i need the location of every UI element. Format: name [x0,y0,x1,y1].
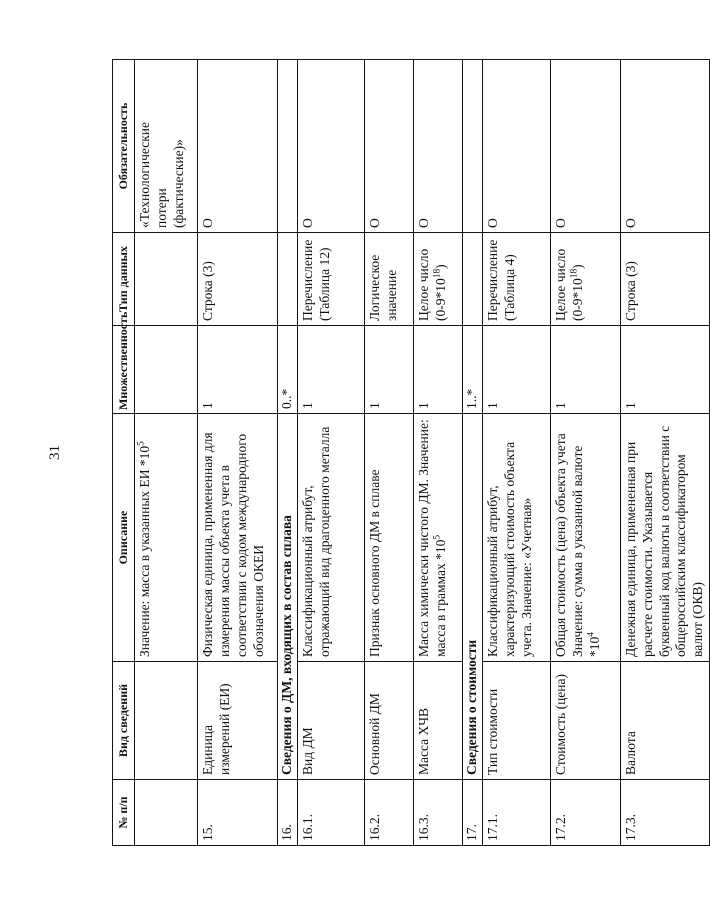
kind-of-info-cell: Масса ХЧВ [413,662,462,780]
kind-of-info-cell: Стоимость (цена) [550,662,620,780]
section-row [278,60,298,846]
superscript: 5 [136,441,147,446]
data-type-cell [135,233,198,326]
text-part: Общая стоимость (цена) объекта учета Значение: сумма в указанной валюте *10 [552,433,602,657]
requirements-table [112,59,710,846]
text-part: Перечисление (Таблица 12) [299,239,332,321]
multiplicity-cell: 1..* [462,326,482,414]
multiplicity-cell [135,326,198,414]
header-cell: № п/п [113,780,135,846]
table-row [620,60,709,846]
text-part: Классификационный атрибут, отражающий вид драгоценного металла [299,426,332,657]
header-cell: Тип данных [113,233,135,326]
table-row [297,60,364,846]
multiplicity-cell: 1 [482,326,550,414]
superscript: 4 [586,632,596,637]
data-type-cell [550,233,620,326]
multiplicity-cell: 1 [364,326,413,414]
data-type-cell [413,233,462,326]
data-type-cell [462,233,482,326]
text-part: Классификационный атрибут, характеризующий стоимость объекта учета. Значение: «Учетная» [484,441,534,657]
data-type-cell [198,233,278,326]
row-number: 16.2. [364,780,413,846]
text-part: Значение: масса в указанных ЕИ *10 [137,445,152,657]
multiplicity-cell: 1 [198,326,278,414]
section-title: Сведения о стоимости [462,414,482,780]
table-row [413,60,462,846]
obligation-cell [462,60,482,233]
obligation-cell [198,60,278,233]
table-row [550,60,620,846]
kind-of-info-cell [135,662,198,780]
multiplicity-cell: 1 [550,326,620,414]
obligation-cell [278,60,298,233]
description-cell [413,414,462,662]
document-table-area [112,60,706,846]
header-cell: Множественность [113,326,135,414]
section-row [462,60,482,846]
text-part: Целое число (0-9*10 [415,248,448,321]
row-number: 17.3. [620,780,709,846]
obligation-line: O [415,218,431,228]
superscript: 18 [569,268,580,279]
obligation-line: O [299,218,315,228]
obligation-cell [135,60,198,233]
row-number: 17.1. [482,780,550,846]
text-part: ) [569,264,585,269]
table-row [364,60,413,846]
text-part: Признак основного ДМ в сплаве [366,469,382,657]
row-number: 16. [278,780,298,846]
multiplicity-cell: 0..* [278,326,298,414]
obligation-line: O [552,218,568,228]
rotated-table-container [112,60,706,846]
obligation-line: (фактические)» [170,139,186,228]
header-cell: Обязательность [113,60,135,233]
row-number: 16.1. [297,780,364,846]
text-part: Денежная единица, примененная при расчете стоимости. Указывается буквенный код валюты в соответствии с общероссийским классификатором валют (ОКВ) [622,425,706,657]
multiplicity-cell: 1 [620,326,709,414]
obligation-cell [550,60,620,233]
obligation-line: потери [153,188,169,228]
text-part: Строка (3) [622,261,638,321]
description-cell [297,414,364,662]
row-number [135,780,198,846]
text-part: ) [432,264,448,269]
description-cell [364,414,413,662]
obligation-cell [364,60,413,233]
obligation-line: O [484,218,500,228]
header-cell: Вид сведений [113,662,135,780]
superscript: 5 [432,534,443,540]
row-number: 17.2. [550,780,620,846]
multiplicity-cell: 1 [413,326,462,414]
data-type-cell [278,233,298,326]
table-body [135,60,710,846]
description-cell [135,414,198,662]
row-number: 17. [462,780,482,846]
header-cell: Описание [113,414,135,662]
text-part: Строка (3) [200,261,215,321]
description-cell [620,414,709,662]
description-cell [482,414,550,662]
text-part: Целое число (0-9*10 [552,248,585,321]
text-part: Перечисление (Таблица 4) [484,239,517,321]
table-row [198,60,278,846]
kind-of-info-cell: Тип стоимости [482,662,550,780]
table-row [135,60,198,846]
obligation-line: O [200,218,215,228]
obligation-cell [413,60,462,233]
text-part: Физическая единица, примененная для измерения массы объекта учета в соответствии с кодом международного обозначения ОКЕИ [200,432,266,657]
obligation-line: «Технологические [137,122,152,228]
row-number: 16.3. [413,780,462,846]
page-number-text: 31 [46,444,63,460]
table-row [482,60,550,846]
page-number [40,432,70,472]
obligation-cell [482,60,550,233]
superscript: 18 [432,268,443,279]
obligation-line: O [366,218,382,228]
table-header-row [113,60,135,846]
kind-of-info-cell: Вид ДМ [297,662,364,780]
row-number: 15. [198,780,278,846]
section-title: Сведения о ДМ, входящих в состав сплава [278,414,298,780]
description-cell [198,414,278,662]
data-type-cell [364,233,413,326]
kind-of-info-cell: Валюта [620,662,709,780]
obligation-cell [620,60,709,233]
data-type-cell [620,233,709,326]
description-cell [550,414,620,662]
kind-of-info-cell: Основной ДМ [364,662,413,780]
multiplicity-cell: 1 [297,326,364,414]
obligation-line: O [622,218,638,228]
text-part: Логическое значение [366,254,399,321]
data-type-cell [482,233,550,326]
obligation-cell [297,60,364,233]
text-part: Масса химически чистого ДМ. Значение: масса в граммах *10 [415,419,448,657]
data-type-cell [297,233,364,326]
kind-of-info-cell: Единица измерений (ЕИ) [198,662,278,780]
